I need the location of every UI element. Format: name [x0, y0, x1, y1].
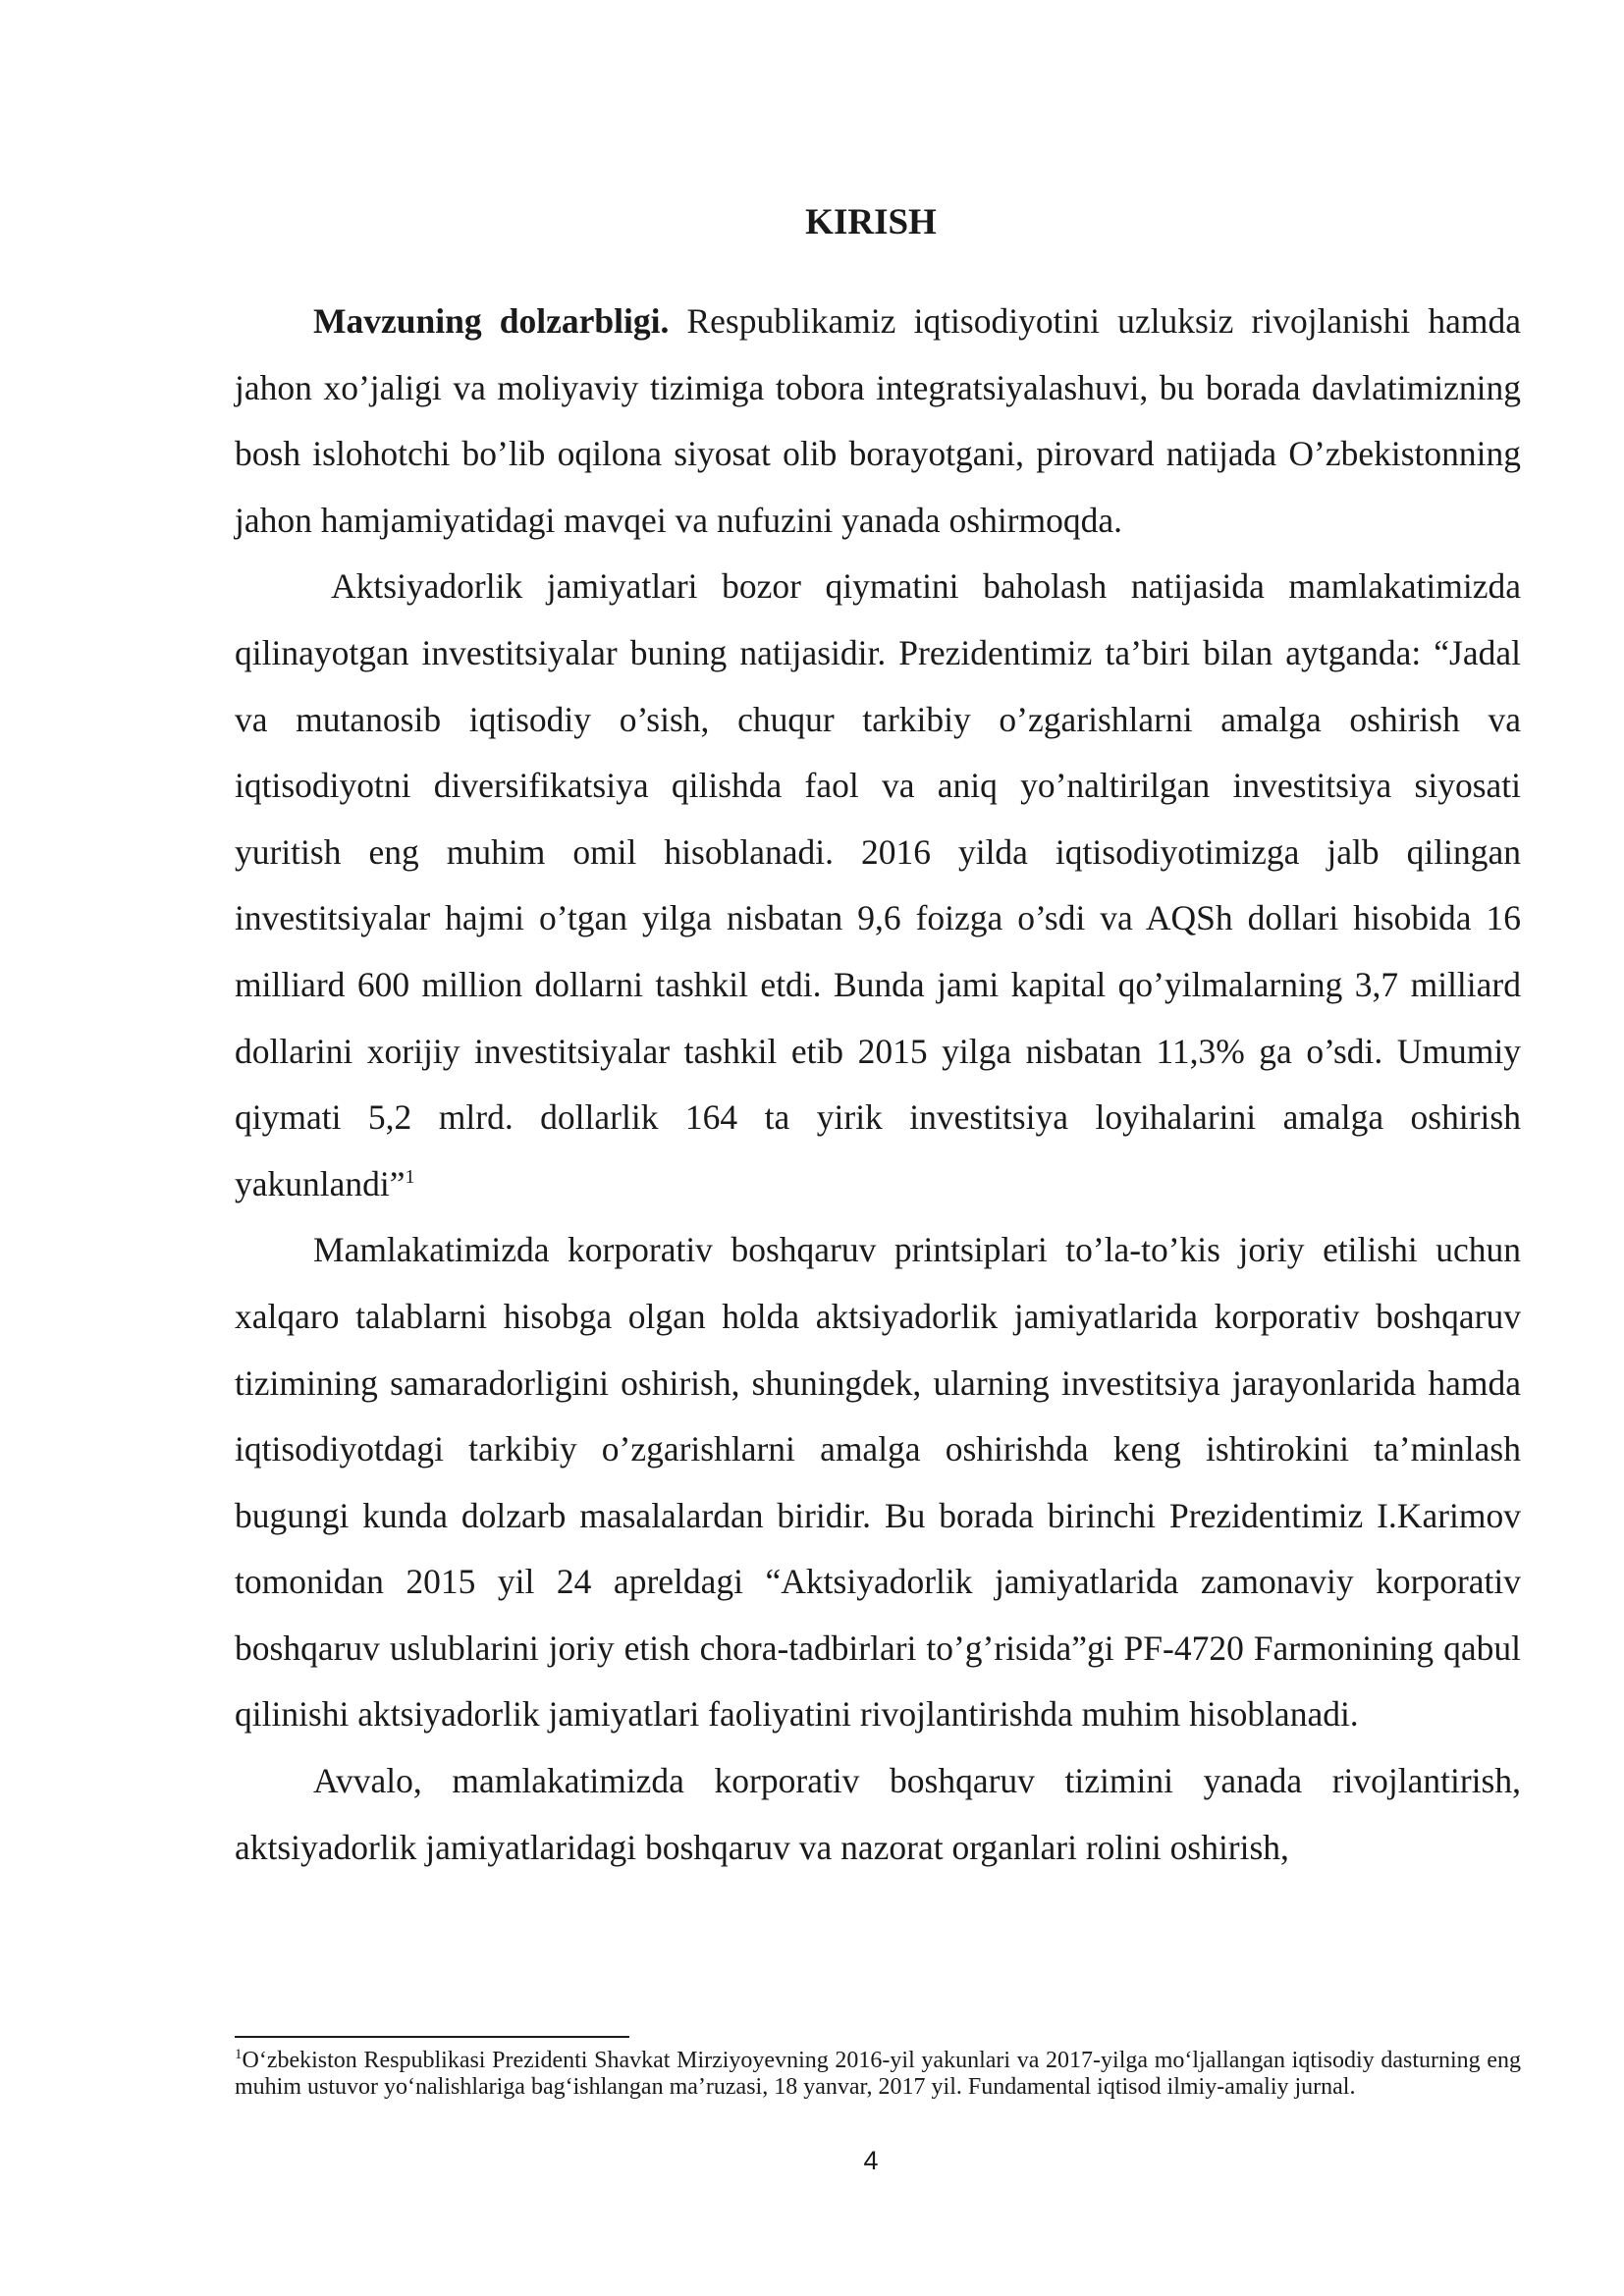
paragraph-relevance — [235, 289, 1521, 554]
paragraph-corporate-governance — [235, 1217, 1521, 1748]
paragraph-continuation — [235, 1748, 1521, 1881]
paragraph-text: Mamlakatimizda korporativ boshqaruv printsiplari to’la-to’kis joriy etilishi uchun xalqaro talablarni hisobga olgan holda aktsiyadorlik jamiyatlarida korporativ boshqaruv tizimining samaradorligini oshirish, shuningdek, ularning investitsiya jarayonlarida hamda iqtisodiyotdagi tarkibiy o’zgarishlarni amalga oshirishda keng ishtirokini ta’minlash bugungi kunda dolzarb masalalardan biridir. Bu borada birinchi Prezidentimiz I.Karimov tomonidan 2015 yil 24 apreldagi “Aktsiyadorlik jamiyatlarida zamonaviy korporativ boshqaruv uslublarini joriy etish chora-tadbirlari to’g’risida”gi PF-4720 Farmonining qabul qilinishi aktsiyadorlik jamiyatlari faoliyatini rivojlantirishda muhim hisoblanadi. — [235, 1230, 1521, 1735]
paragraph-text: Respublikamiz iqtisodiyotini uzluksiz rivojlanishi hamda jahon xo’jaligi va moliyaviy tizimiga tobora integratsiyalashuvi, bu borada davlatimizning bosh islohotchi bo’lib oqilona siyosat olib borayotgani, pirovard natijada O’zbekistonning jahon hamjamiyatidagi mavqei va nufuzini yanada oshirmoqda. — [235, 301, 1521, 540]
paragraph-lead: Mavzuning dolzarbligi. — [313, 301, 670, 341]
paragraph-text: Avvalo, mamlakatimizda korporativ boshqaruv tizimini yanada rivojlantirish, aktsiyadorlik jamiyatlaridagi boshqaruv va nazorat organlari rolini oshirish, — [235, 1761, 1521, 1867]
body-text — [235, 289, 1521, 1881]
page-title: KIRISH — [805, 202, 937, 242]
paragraph-text: Aktsiyadorlik jamiyatlari bozor qiymatini baholash natijasida mamlakatimizda qilinayotgan investitsiyalar buning natijasidir. Prezidentimiz ta’biri bilan aytganda: “Jadal va mutanosib iqtisodiy o’sish, chuqur tarkibiy o’zgarishlarni amalga oshirish va iqtisodiyotni diversifikatsiya qilishda faol va aniq yo’naltirilgan investitsiya siyosati yuritish eng muhim omil hisoblanadi. 2016 yilda iqtisodiyotimizga jalb qilingan investitsiyalar hajmi o’tgan yilga nisbatan 9,6 foizga o’sdi va AQSh dollari hisobida 16 milliard 600 million dollarni tashkil etdi. Bunda jami kapital qo’yilmalarning 3,7 milliard dollarini xorijiy investitsiyalar tashkil etib 2015 yilga nisbatan 11,3% ga o’sdi. Umumiy qiymati 5,2 mlrd. dollarlik 164 ta yirik investitsiya loyihalarini amalga oshirish yakunlandi” — [235, 566, 1521, 1203]
paragraph-investments — [235, 554, 1521, 1217]
footnote-marker: 1 — [235, 2047, 243, 2062]
footnote-separator — [235, 2036, 629, 2038]
page-number: 4 — [863, 2146, 879, 2175]
footnote — [235, 2048, 1521, 2101]
footnote-text: O‘zbekiston Respublikasi Prezidenti Shavkat Mirziyoyevning 2016-yil yakunlari va 2017-yilga mo‘ljallangan iqtisodiy dasturning eng muhim ustuvor yo‘nalishlariga bag‘ishlangan ma’ruzasi, 18 yanvar, 2017 yil. Fundamental iqtisod ilmiy-amaliy jurnal. — [235, 2048, 1521, 2100]
footnote-reference[interactable]: 1 — [405, 1165, 415, 1188]
